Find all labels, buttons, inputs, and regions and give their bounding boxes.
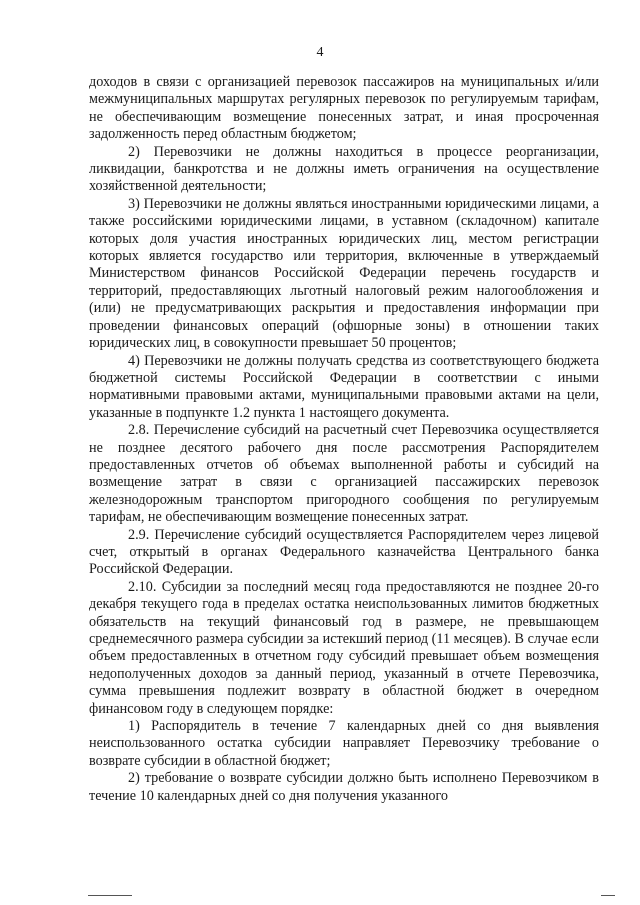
paragraph-item-4: 4) Перевозчики не должны получать средства из соответствующего бюджета бюджетной системы Российской Федерации в соответствии с иными нормативными правовыми актами, муниципальными правовыми актами на цели, указанные в подпункте 1.2 пункта 1 настоящего документа.	[89, 352, 599, 421]
paragraph-item-2: 2) Перевозчики не должны находиться в процессе реорганизации, ликвидации, банкротства и не должны иметь ограничения на осуществление хозяйственной деятельности;	[89, 143, 599, 195]
paragraph-section-2-9: 2.9. Перечисление субсидий осуществляется Распорядителем через лицевой счет, открытый в органах Федерального казначейства Центрального банка Российской Федерации.	[89, 526, 599, 578]
footer-rule-right	[601, 895, 615, 896]
document-body	[89, 74, 599, 805]
footer-rule-left	[88, 895, 132, 896]
paragraph-subitem-1: 1) Распорядитель в течение 7 календарных дней со дня выявления неиспользованного остатка субсидии направляет Перевозчику требование о возврате субсидии в областной бюджет;	[89, 718, 599, 769]
paragraph-item-3: 3) Перевозчики не должны являться иностранными юридическими лицами, а также российскими юридическими лицами, в уставном (складочном) капитале которых доля участия иностранных юридических лиц, местом регистрации которых является государство или территория, включенные в утверждаемый Министерством финансов Российской Федерации перечень государств и территорий, предоставляющих льготный налоговый режим налогообложения и (или) не предусматривающих раскрытия и предоставления информации при проведении финансовых операций (офшорные зоны) в отношении таких юридических лиц, в совокупности превышает 50 процентов;	[89, 195, 599, 352]
paragraph-continuation: доходов в связи с организацией перевозок пассажиров на муниципальных и/или межмуниципальных маршрутах регулярных перевозок по регулируемым тарифам, не обеспечивающим возмещение понесенных затрат, и иная просроченная задолженность перед областным бюджетом;	[89, 74, 599, 143]
page-number: 4	[316, 45, 324, 60]
paragraph-subitem-2: 2) требование о возврате субсидии должно быть исполнено Перевозчиком в течение 10 календарных дней со дня получения указанного	[89, 770, 599, 804]
paragraph-section-2-8: 2.8. Перечисление субсидий на расчетный счет Перевозчика осуществляется не позднее десятого рабочего дня после рассмотрения Распорядителем предоставленных отчетов об объемах выполненной работы и субсидий на возмещение затрат в связи с организацией пассажирских перевозок железнодорожным транспортом пригородного сообщения по регулируемым тарифам, не обеспечивающим возмещение понесенных затрат.	[89, 422, 599, 526]
paragraph-section-2-10: 2.10. Субсидии за последний месяц года предоставляются не позднее 20-го декабря текущего года в пределах остатка неиспользованных лимитов бюджетных обязательств на текущий финансовый год в размере, не превышающем среднемесячного размера субсидии за истекший период (11 месяцев). В случае если объем предоставленных в отчетном году субсидий превышает объем возмещения недополученных доходов за данный период, указанный в отчете Перевозчика, сумма превышения подлежит возврату в областной бюджет в очередном финансовом году в следующем порядке:	[89, 578, 599, 717]
